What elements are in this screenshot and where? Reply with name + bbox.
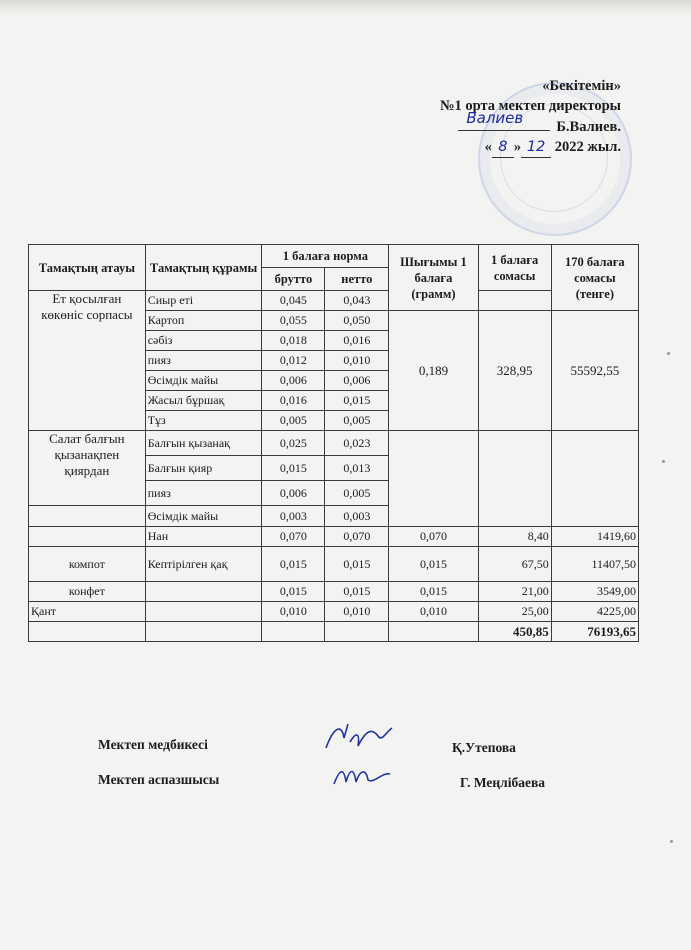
header-consumption: Шығымы 1 балаға (грамм) xyxy=(389,245,478,311)
approval-position: №1 орта мектеп директоры xyxy=(439,98,621,114)
header-dish: Тамақтың атауы xyxy=(29,245,146,291)
cell-empty xyxy=(478,291,551,311)
header-brutto: брутто xyxy=(262,268,325,291)
per-170-value: 3549,00 xyxy=(551,582,638,602)
brutto-value: 0,016 xyxy=(262,391,325,411)
cell-empty xyxy=(29,527,146,547)
cell-empty xyxy=(29,506,146,527)
scan-speck xyxy=(667,352,670,355)
director-signature: Валиев xyxy=(466,109,524,127)
brutto-value: 0,015 xyxy=(262,456,325,481)
brutto-value: 0,005 xyxy=(262,411,325,431)
consumption-value: 0,015 xyxy=(389,582,478,602)
netto-value: 0,013 xyxy=(325,456,389,481)
cell-empty xyxy=(145,602,262,622)
netto-value: 0,050 xyxy=(325,311,389,331)
brutto-value: 0,012 xyxy=(262,351,325,371)
soup-per-child: 328,95 xyxy=(478,311,551,431)
soup-per-170: 55592,55 xyxy=(551,311,638,431)
ingredient: сәбіз xyxy=(145,331,262,351)
brutto-value: 0,006 xyxy=(262,371,325,391)
cell-empty xyxy=(478,431,551,527)
date-month: 12 xyxy=(521,137,551,158)
date-day: 8 xyxy=(492,137,514,158)
scan-speck xyxy=(662,460,665,463)
brutto-value: 0,015 xyxy=(262,547,325,582)
dish-compote: компот xyxy=(29,547,146,582)
netto-value: 0,015 xyxy=(325,547,389,582)
ingredient: Өсімдік майы xyxy=(145,506,262,527)
cell-empty xyxy=(389,431,478,527)
nurse-name: Қ.Утепова xyxy=(452,740,516,755)
nurse-signature xyxy=(320,718,400,758)
ingredient: Тұз xyxy=(145,411,262,431)
per-170-value: 11407,50 xyxy=(551,547,638,582)
header-composition: Тамақтың құрамы xyxy=(145,245,262,291)
soup-consumption: 0,189 xyxy=(389,311,478,431)
per-child-value: 21,00 xyxy=(478,582,551,602)
total-per-child: 450,85 xyxy=(478,622,551,642)
consumption-value: 0,015 xyxy=(389,547,478,582)
dish-candy: конфет xyxy=(29,582,146,602)
ingredient: Жасыл бұршақ xyxy=(145,391,262,411)
scan-speck xyxy=(670,840,673,843)
director-line xyxy=(361,109,621,137)
brutto-value: 0,070 xyxy=(262,527,325,547)
ingredient: Балғын қияр xyxy=(145,456,262,481)
approval-date: « 8 » 12 2022 жыл. xyxy=(361,137,621,158)
brutto-value: 0,006 xyxy=(262,481,325,506)
per-child-value: 67,50 xyxy=(478,547,551,582)
brutto-value: 0,015 xyxy=(262,582,325,602)
per-child-value: 8,40 xyxy=(478,527,551,547)
netto-value: 0,016 xyxy=(325,331,389,351)
brutto-value: 0,045 xyxy=(262,291,325,311)
ingredient: пияз xyxy=(145,351,262,371)
cell-empty xyxy=(145,582,262,602)
ingredient: пияз xyxy=(145,481,262,506)
brutto-value: 0,025 xyxy=(262,431,325,456)
netto-value: 0,005 xyxy=(325,411,389,431)
per-170-value: 4225,00 xyxy=(551,602,638,622)
dish-soup: Ет қосылған көкөніс сорпасы xyxy=(29,291,146,431)
approval-block xyxy=(361,76,621,158)
cell-empty xyxy=(262,622,325,642)
header-per-child: 1 балаға сомасы xyxy=(478,245,551,291)
cell-empty xyxy=(389,622,478,642)
director-signature-line xyxy=(458,109,550,131)
dish-sugar: Қант xyxy=(29,602,146,622)
cook-name: Г. Меңлібаева xyxy=(460,775,546,790)
netto-value: 0,015 xyxy=(325,582,389,602)
ingredient: Өсімдік майы xyxy=(145,371,262,391)
cell-empty xyxy=(29,622,146,642)
netto-value: 0,070 xyxy=(325,527,389,547)
consumption-value: 0,010 xyxy=(389,602,478,622)
scan-top-edge xyxy=(0,0,691,14)
per-170-value: 1419,60 xyxy=(551,527,638,547)
ingredient: Сиыр еті xyxy=(145,291,262,311)
brutto-value: 0,018 xyxy=(262,331,325,351)
cell-empty xyxy=(325,622,389,642)
netto-value: 0,043 xyxy=(325,291,389,311)
nurse-role: Мектеп медбикесі xyxy=(98,737,208,752)
ingredient: Нан xyxy=(145,527,262,547)
brutto-value: 0,010 xyxy=(262,602,325,622)
brutto-value: 0,055 xyxy=(262,311,325,331)
netto-value: 0,005 xyxy=(325,481,389,506)
netto-value: 0,010 xyxy=(325,351,389,371)
netto-value: 0,003 xyxy=(325,506,389,527)
netto-value: 0,010 xyxy=(325,602,389,622)
total-per-170: 76193,65 xyxy=(551,622,638,642)
netto-value: 0,015 xyxy=(325,391,389,411)
netto-value: 0,006 xyxy=(325,371,389,391)
netto-value: 0,023 xyxy=(325,431,389,456)
cook-role: Мектеп аспазшысы xyxy=(98,772,220,787)
per-child-value: 25,00 xyxy=(478,602,551,622)
dish-salad: Салат балғын қызанақпен қиярдан xyxy=(29,431,146,506)
brutto-value: 0,003 xyxy=(262,506,325,527)
cook-signature xyxy=(330,758,400,792)
menu-cost-table xyxy=(28,244,639,642)
cell-empty xyxy=(145,622,262,642)
header-norm: 1 балаға норма xyxy=(262,245,389,268)
ingredient: Кептірілген қақ xyxy=(145,547,262,582)
header-netto: нетто xyxy=(325,268,389,291)
approval-title: «Бекітемін» xyxy=(542,78,621,94)
ingredient: Картоп xyxy=(145,311,262,331)
consumption-value: 0,070 xyxy=(389,527,478,547)
header-per-170: 170 балаға сомасы (тенге) xyxy=(551,245,638,311)
ingredient: Балғын қызанақ xyxy=(145,431,262,456)
cell-empty xyxy=(551,431,638,527)
date-year: 2022 жыл. xyxy=(554,139,621,155)
director-name: Б.Валиев. xyxy=(556,119,621,135)
